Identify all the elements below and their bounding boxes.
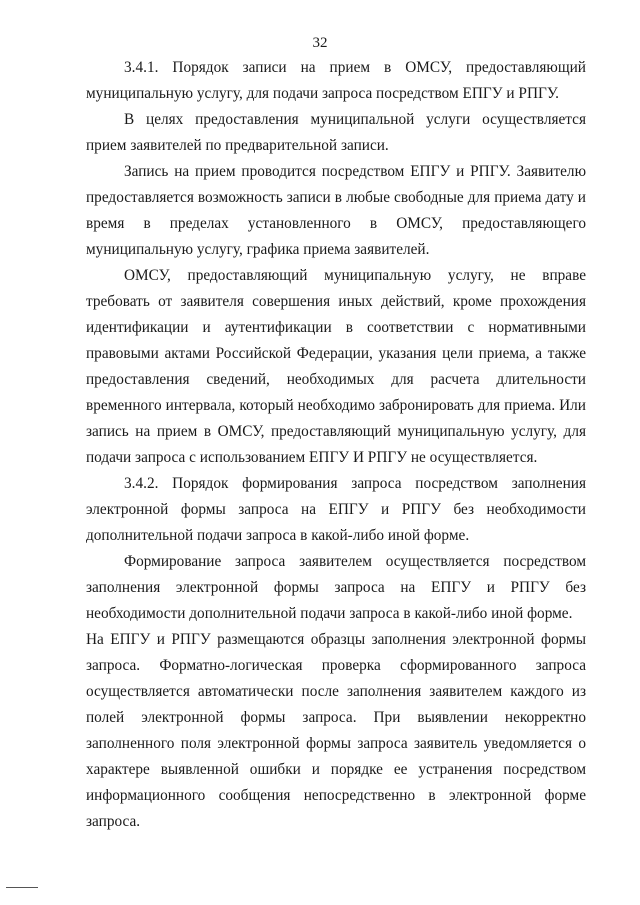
text-line: запись на прием в ОМСУ, предоставляющий муниципальную услугу, для bbox=[86, 423, 586, 440]
text-line: 3.4.2. Порядок формирования запроса посредством заполнения bbox=[124, 475, 586, 492]
text-line: муниципальную услугу, для подачи запроса посредством ЕПГУ и РПГУ. bbox=[86, 85, 559, 102]
text-line: дополнительной подачи запроса в какой-либо иной форме. bbox=[86, 527, 470, 544]
text-line: Запись на прием проводится посредством ЕПГУ и РПГУ. Заявителю bbox=[124, 163, 586, 180]
paragraph-request-formation bbox=[86, 549, 586, 627]
text-line: полей электронной формы запроса. При выявлении некорректно bbox=[86, 709, 586, 726]
text-line: временного интервала, который необходимо забронировать для приема. Или bbox=[86, 397, 586, 414]
text-line: предоставления сведений, необходимых для расчета длительности bbox=[86, 371, 586, 388]
text-line: информационного сообщения непосредственно в электронной форме bbox=[86, 787, 586, 804]
paragraph-3-4-1-heading bbox=[86, 55, 586, 107]
text-line: запроса. bbox=[86, 813, 141, 830]
text-line: необходимости дополнительной подачи запроса в какой-либо иной форме. bbox=[86, 605, 573, 622]
footer-divider bbox=[6, 887, 38, 888]
text-line: время в пределах установленного в ОМСУ, предоставляющего bbox=[86, 215, 586, 232]
text-line: заполненного поля электронной формы запроса заявитель уведомляется о bbox=[86, 735, 586, 752]
paragraph-pre-registration bbox=[86, 107, 586, 159]
text-line: предоставляется возможность записи в любые свободные для приема дату и bbox=[86, 189, 586, 206]
text-line: электронной формы запроса на ЕПГУ и РПГУ без необходимости bbox=[86, 501, 586, 518]
document-body bbox=[86, 55, 586, 835]
paragraph-omsu-restrictions bbox=[86, 263, 586, 471]
text-line: муниципальную услугу, графика приема заявителей. bbox=[86, 241, 430, 258]
text-line: На ЕПГУ и РПГУ размещаются образцы заполнения электронной формы bbox=[86, 631, 586, 648]
text-line: прием заявителей по предварительной записи. bbox=[86, 137, 389, 154]
text-line: запроса. Форматно-логическая проверка сформированного запроса bbox=[86, 657, 586, 674]
text-line: характере выявленной ошибки и порядке ее устранения посредством bbox=[86, 761, 586, 778]
text-line: требовать от заявителя совершения иных действий, кроме прохождения bbox=[86, 293, 586, 310]
page-number: 32 bbox=[312, 35, 328, 51]
text-line: 3.4.1. Порядок записи на прием в ОМСУ, предоставляющий bbox=[124, 59, 586, 76]
text-line: заполнения электронной формы запроса на ЕПГУ и РПГУ без bbox=[86, 579, 586, 596]
text-line: В целях предоставления муниципальной услуги осуществляется bbox=[124, 111, 586, 128]
text-line: осуществляется автоматически после заполнения заявителем каждого из bbox=[86, 683, 586, 700]
text-line: ОМСУ, предоставляющий муниципальную услугу, не вправе bbox=[124, 267, 586, 284]
text-line: идентификации и аутентификации в соответствии с нормативными bbox=[86, 319, 586, 336]
text-line: Формирование запроса заявителем осуществляется посредством bbox=[124, 553, 586, 570]
paragraph-form-samples bbox=[86, 627, 586, 835]
paragraph-3-4-2-heading bbox=[86, 471, 586, 549]
text-line: правовыми актами Российской Федерации, указания цели приема, а также bbox=[86, 345, 586, 362]
paragraph-registration-via-portals bbox=[86, 159, 586, 263]
text-line: подачи запроса с использованием ЕПГУ И РПГУ не осуществляется. bbox=[86, 449, 538, 466]
